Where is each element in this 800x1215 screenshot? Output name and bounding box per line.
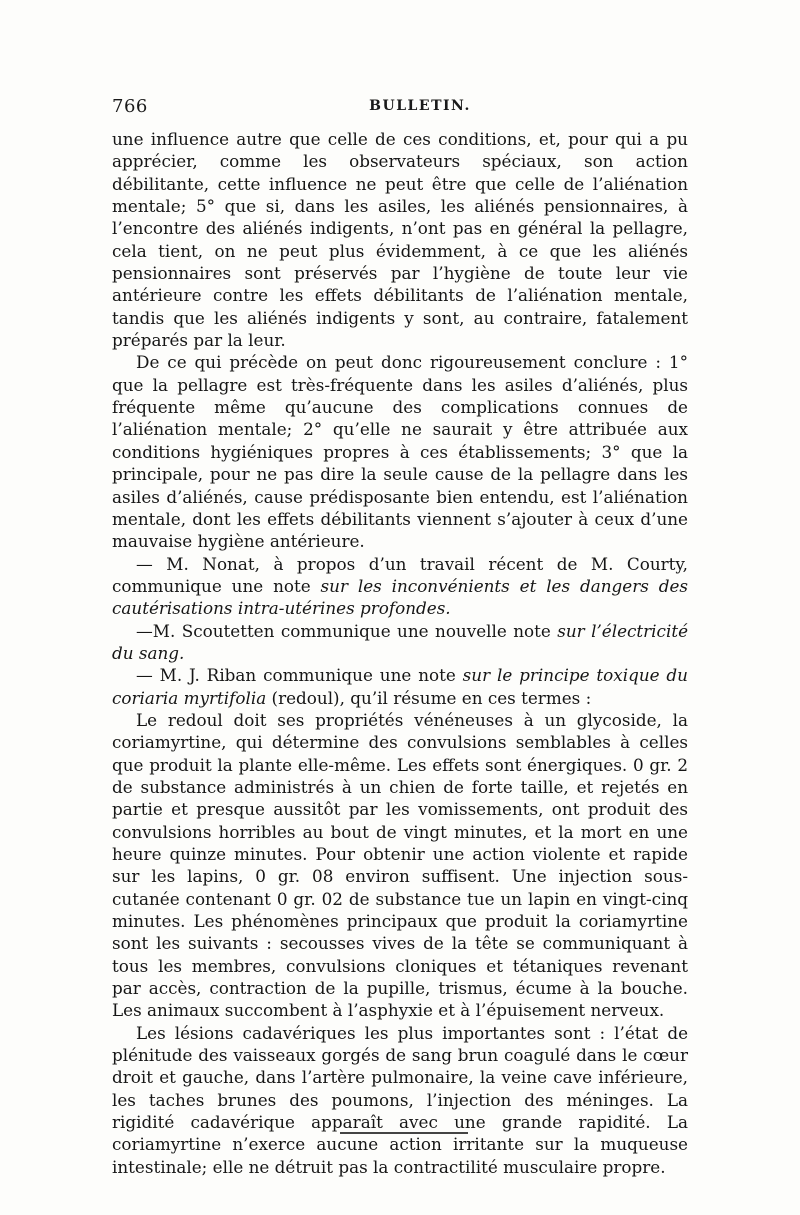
paragraph [112, 553, 688, 620]
page-number: 766 [112, 96, 148, 117]
text-run: — M. J. Riban communique une note [136, 665, 463, 686]
paragraph [112, 1022, 688, 1178]
paragraph [112, 664, 688, 709]
page-header [112, 96, 688, 122]
italic-title: sur le principe toxique du coriaria myrtifolia [112, 665, 688, 708]
text-run: De ce qui précède on peut donc rigoureusement conclure : 1° que la pellagre est très-fréquente dans les asiles d’aliénés, plus fréquente même qu’aucune des complications connues de l’aliénation mentale; 2° qu’elle ne saurait y être attribuée aux conditions hygiéniques propres à ces établissements; 3° que la principale, pour ne pas dire la seule cause de la pellagre dans les asiles d’aliénés, cause prédisposante bien entendu, est l’aliénation mentale, dont les effets débilitants viennent s’ajouter à ceux d’une mauvaise hygiène antérieure. [112, 352, 688, 552]
italic-title: sur les inconvénients et les dangers des cautérisations intra-utérines profondes. [112, 575, 688, 619]
text-run: —M. Scoutetten communique une nouvelle note [136, 620, 558, 641]
text-run: une influence autre que celle de ces conditions, et, pour qui a pu apprécier, comme les observateurs spéciaux, son action débilitante, cette influence ne peut être que celle de l’aliénation mentale; 5° que si, dans les asiles, les aliénés pensionnaires, à l’encontre des aliénés indigents, n’ont pas en général la pellagre, cela tient, on ne peut plus évidemment, à ce que les aliénés pensionnaires sont préservés par l’hygiène de toute leur vie antérieure contre les effets débilitants de l’aliénation mentale, tandis que les aliénés indigents y sont, au contraire, fatalement préparés par la leur. [112, 129, 688, 351]
running-head: BULLETIN. [369, 98, 471, 114]
text-run: Les lésions cadavériques les plus importantes sont : l’état de plénitude des vaisseaux gorgés de sang brun coagulé dans le cœur droit et gauche, dans l’artère pulmonaire, la veine cave inférieure, les taches brunes des poumons, l’injection des méninges. La rigidité cadavérique apparaît avec une grande rapidité. La coriamyrtine n’exerce aucune action irritante sur la muqueuse intestinale; elle ne détruit pas la contractilité musculaire propre. [112, 1022, 688, 1177]
italic-title: sur l’électricité du sang. [112, 620, 688, 663]
paragraph [112, 128, 688, 351]
paragraph [112, 709, 688, 1022]
paragraph [112, 351, 688, 552]
paragraph [112, 620, 688, 665]
body-text [112, 128, 688, 1178]
text-run: Le redoul doit ses propriétés vénéneuses à un glycoside, la coriamyrtine, qui détermine des convulsions semblables à celles que produit la plante elle-même. Les effets sont énergiques. 0 gr. 2 de substance administrés à un chien de forte taille, et rejetés en partie et presque aussitôt par les vomissements, ont produit des convulsions horribles au bout de vingt minutes, et la mort en une heure quinze minutes. Pour obtenir une action violente et rapide sur les lapins, 0 gr. 08 environ suffisent. Une injection sous-cutanée contenant 0 gr. 02 de substance tue un lapin en vingt-cinq minutes. Les phénomènes principaux que produit la coriamyrtine sont les suivants : secousses vives de la tête se communiquant à tous les membres, convulsions cloniques et tétaniques revenant par accès, contraction de la pupille, trismus, écume à la bouche. Les animaux succombent à l’asphyxie et à l’épuisement nerveux. [112, 709, 688, 1021]
text-run: (redoul), qu’il résume en ces termes : [266, 687, 592, 708]
text-run: — M. Nonat, à propos d’un travail récent de M. Courty, communique une note [112, 553, 688, 596]
footer-rule [340, 1132, 468, 1134]
